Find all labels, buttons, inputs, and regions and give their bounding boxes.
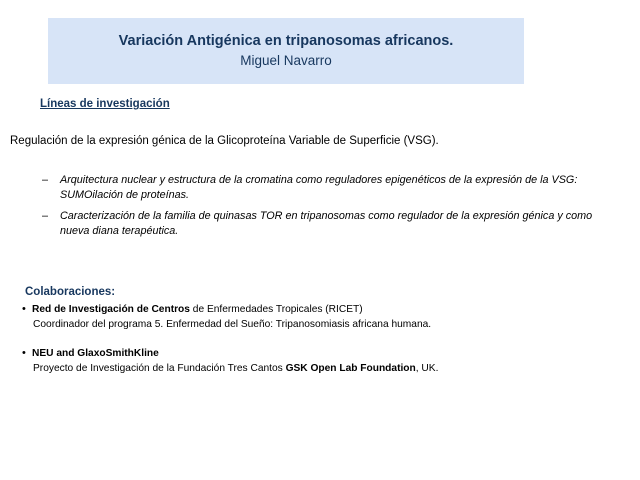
collaboration-entry	[22, 347, 582, 377]
list-item	[38, 173, 618, 204]
collaboration-entry	[22, 303, 582, 333]
title-box	[48, 18, 524, 84]
dash-marker-icon: –	[42, 209, 49, 222]
collaboration-detail-bold: GSK Open Lab Foundation	[285, 362, 416, 374]
collaboration-title-bold: NEU and GlaxoSmithKline	[32, 348, 159, 359]
collaboration-detail-pre: Proyecto de Investigación de la Fundación Tres Cantos	[33, 362, 286, 374]
collaboration-detail	[22, 318, 582, 333]
collaboration-detail-pre: Coordinador del programa 5. Enfermedad del Sueño: Tripanosomiasis africana humana.	[33, 318, 432, 330]
dash-marker-icon: –	[42, 174, 49, 186]
section-heading: Líneas de investigación	[40, 98, 170, 110]
collaboration-title	[22, 303, 582, 318]
page-title: Variación Antigénica en tripanosomas africanos.	[118, 33, 454, 50]
bullet-dot-icon: •	[22, 347, 26, 359]
research-bullet-list	[38, 173, 618, 244]
list-item	[38, 209, 618, 240]
lead-paragraph: Regulación de la expresión génica de la Glicoproteína Variable de Superficie (VSG).	[10, 135, 439, 147]
collaboration-title	[22, 347, 582, 362]
bullet-dot-icon: •	[22, 303, 26, 315]
collaboration-detail	[22, 362, 582, 377]
list-item-label: Caracterización de la familia de quinasas TOR en tripanosomas como regulador de la expresión génica y como nueva diana terapéutica.	[60, 209, 593, 237]
collaboration-title-rest: de Enfermedades Tropicales (RICET)	[189, 304, 363, 315]
collaboration-detail-post: , UK.	[415, 362, 439, 374]
list-item-label: Arquitectura nuclear y estructura de la cromatina como reguladores epigenéticos de la expresión de la VSG: SUMOilación de proteínas.	[60, 174, 578, 202]
title-author: Miguel Navarro	[240, 52, 332, 68]
collaborations-heading: Colaboraciones:	[25, 286, 116, 298]
collaboration-title-bold: Red de Investigación de Centros	[32, 304, 190, 315]
